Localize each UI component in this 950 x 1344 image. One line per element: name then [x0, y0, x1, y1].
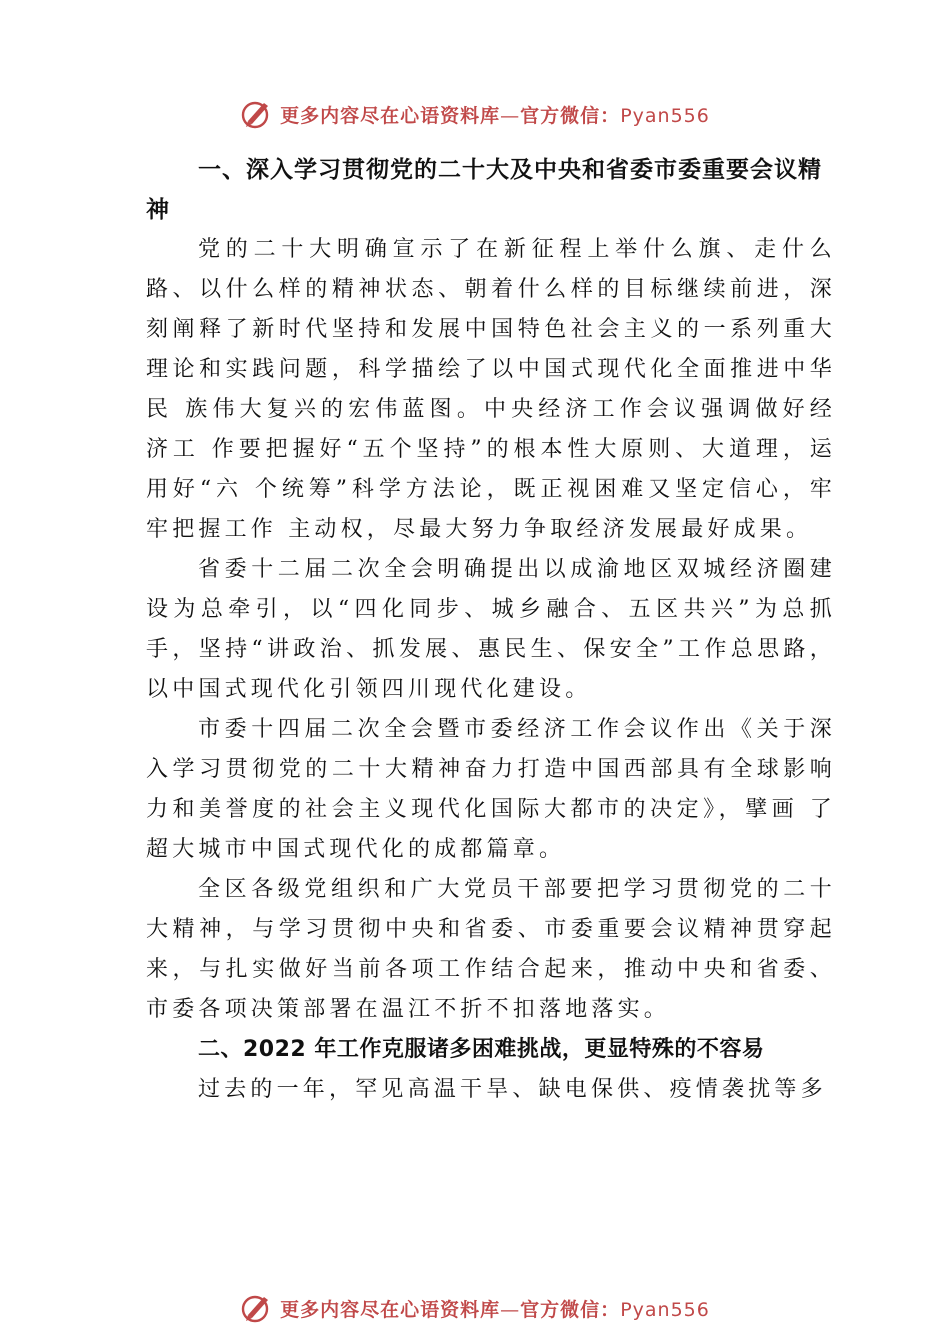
pen-logo-icon — [240, 1291, 274, 1325]
document-body — [146, 150, 836, 1110]
paragraph: 市委十四届二次全会暨市委经济工作会议作出《关于深入学习贯彻党的二十大精神奋力打造中国西部具有全球影响力和美誉度的社会主义现代化国际大都市的决定》，擘画 了超大城市中国式现代化的成都篇章。 — [146, 717, 836, 862]
banner-dash: — — [500, 1298, 521, 1321]
banner-text — [280, 1295, 710, 1322]
banner-wechat-id: Pyan556 — [620, 1298, 710, 1321]
paragraph: 省委十二届二次全会明确提出以成渝地区双城经济圈建设为总牵引，以“四化同步、城乡融合、五区共兴”为总抓手，坚持“讲政治、抓发展、惠民生、保安全”工作总思路， 以中国式现代化引领四川现代化建设。 — [146, 557, 836, 702]
section-heading-2: 二、2022 年工作克服诸多困难挑战，更显特殊的不容易 — [198, 1037, 765, 1062]
footer-banner — [0, 1286, 950, 1330]
banner-dash: — — [500, 104, 521, 127]
header-banner — [0, 92, 950, 136]
section-heading-1: 一、深入学习贯彻党的二十大及中央和省委市委重要会议精神 — [146, 157, 822, 223]
banner-text — [280, 101, 710, 128]
paragraph: 全区各级党组织和广大党员干部要把学习贯彻党的二十大精神，与学习贯彻中央和省委、市委重要会议精神贯穿起来，与扎实做好当前各项工作结合起来，推动中央和省委、市委各项决策部署在温江不折不扣落地落实。 — [146, 877, 836, 1022]
banner-library-text: 更多内容尽在心语资料库 — [280, 1298, 501, 1321]
banner-wechat-id: Pyan556 — [620, 104, 710, 127]
paragraph: 党的二十大明确宣示了在新征程上举什么旗、走什么路、以什么样的精神状态、朝着什么样的目标继续前进，深刻阐释了新时代坚持和发展中国特色社会主义的一系列重大理论和实践问题，科学描绘了以中国式现代化全面推进中华民 族伟大复兴的宏伟蓝图。中央经济工作会议强调做好经济工 作要把握好“五个坚持”的根本性大原则、大道理，运用好“六 个统筹”科学方法论，既正视困难又坚定信心，牢牢把握工作 主动权，尽最大努力争取经济发展最好成果。 — [146, 237, 836, 542]
paragraph: 过去的一年，罕见高温干旱、缺电保供、疫情袭扰等多 — [198, 1077, 827, 1102]
pen-logo-icon — [240, 97, 274, 131]
banner-wechat-label: 官方微信： — [520, 1298, 621, 1321]
banner-library-text: 更多内容尽在心语资料库 — [280, 104, 501, 127]
banner-wechat-label: 官方微信： — [520, 104, 621, 127]
